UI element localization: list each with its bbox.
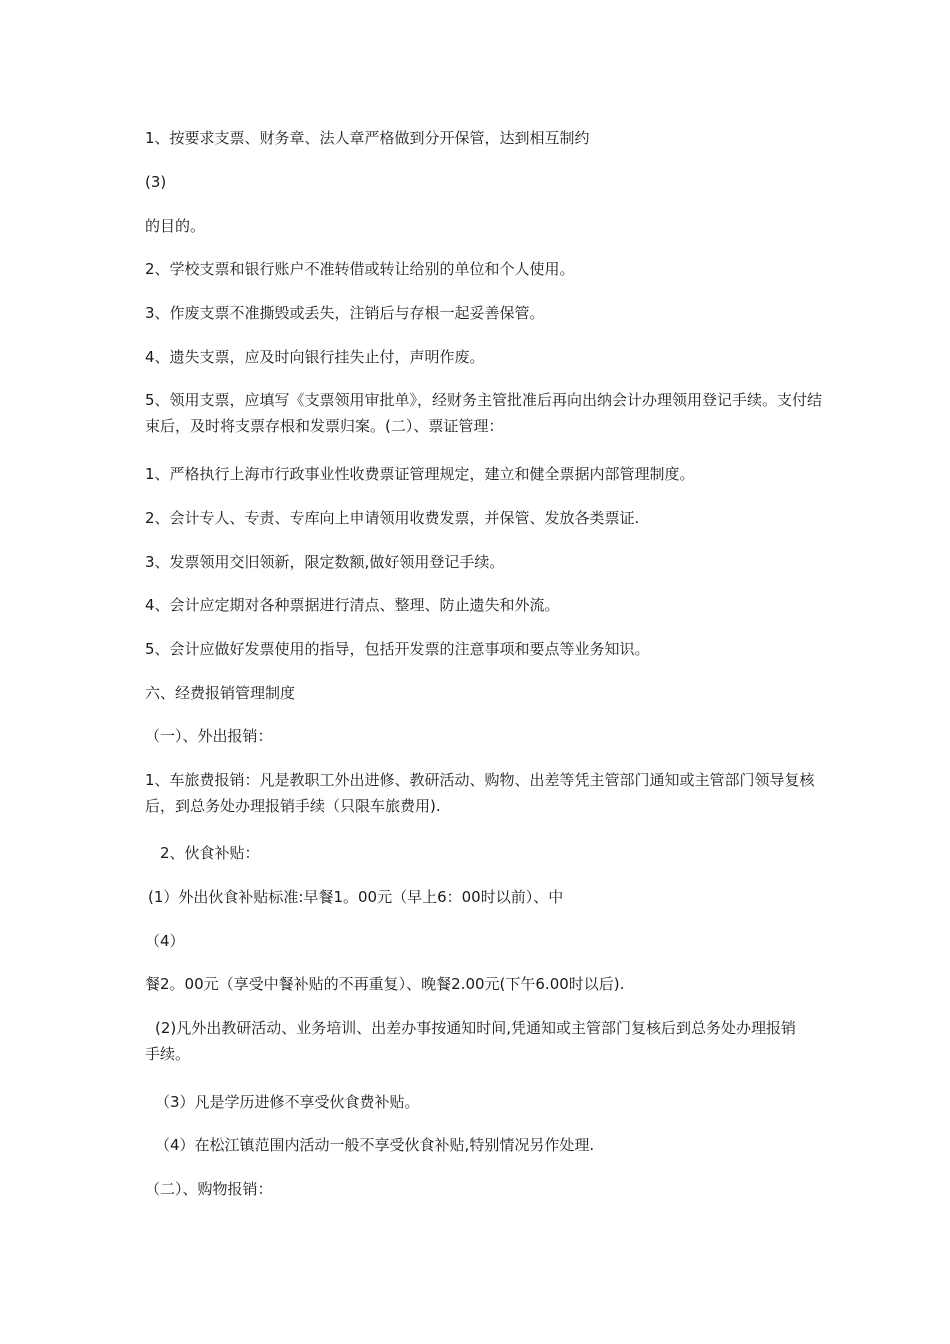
subsection-heading-2: （二）、购物报销：: [145, 1180, 273, 1198]
paragraph-10: 3、发票领用交旧领新，限定数额,做好领用登记手续。: [145, 553, 505, 571]
paragraph-12: 5、会计应做好发票使用的指导，包括开发票的注意事项和要点等业务知识。: [145, 640, 650, 658]
paragraph-13: 1、车旅费报销：凡是教职工外出进修、教研活动、购物、出差等凭主管部门通知或主管部门领导复核后，到总务处办理报销手续（只限车旅费用).: [145, 771, 815, 815]
paragraph-20: （4）在松江镇范围内活动一般不享受伙食补贴,特别情况另作处理.: [155, 1136, 595, 1154]
paragraph-18: (2)凡外出教研活动、业务培训、出差办事按通知时间,凭通知或主管部门复核后到总务处办理报销手续。: [145, 1019, 797, 1063]
paragraph-16: （4）: [145, 932, 185, 950]
paragraph-14: 2、伙食补贴：: [160, 844, 260, 862]
section-heading-6: 六、经费报销管理制度: [145, 684, 296, 702]
paragraph-11: 4、会计应定期对各种票据进行清点、整理、防止遗失和外流。: [145, 596, 560, 614]
paragraph-4: 2、学校支票和银行账户不准转借或转让给别的单位和个人使用。: [145, 260, 575, 278]
paragraph-17: 餐2。00元（享受中餐补贴的不再重复）、晚餐2.00元(下午6.00时以后).: [145, 975, 625, 993]
paragraph-2: (3): [145, 173, 167, 191]
paragraph-19: （3）凡是学历进修不享受伙食费补贴。: [155, 1093, 420, 1111]
paragraph-8: 1、严格执行上海市行政事业性收费票证管理规定，建立和健全票据内部管理制度。: [145, 465, 695, 483]
paragraph-7: 5、领用支票，应填写《支票领用审批单》，经财务主管批准后再向出纳会计办理领用登记手续。支付结束后，及时将支票存根和发票归案。(二）、票证管理：: [145, 391, 823, 435]
paragraph-9: 2、会计专人、专责、专库向上申请领用收费发票，并保管、发放各类票证.: [145, 509, 640, 527]
paragraph-3: 的目的。: [145, 217, 206, 235]
paragraph-6: 4、遗失支票，应及时向银行挂失止付，声明作废。: [145, 348, 485, 366]
paragraph-5: 3、作废支票不准撕毁或丢失，注销后与存根一起妥善保管。: [145, 304, 545, 322]
paragraph-1: 1、按要求支票、财务章、法人章严格做到分开保管，达到相互制约: [145, 129, 590, 147]
subsection-heading-1: （一）、外出报销：: [145, 727, 273, 745]
paragraph-15: (1）外出伙食补贴标准:早餐1。00元（早上6：00时以前）、中: [148, 888, 564, 906]
